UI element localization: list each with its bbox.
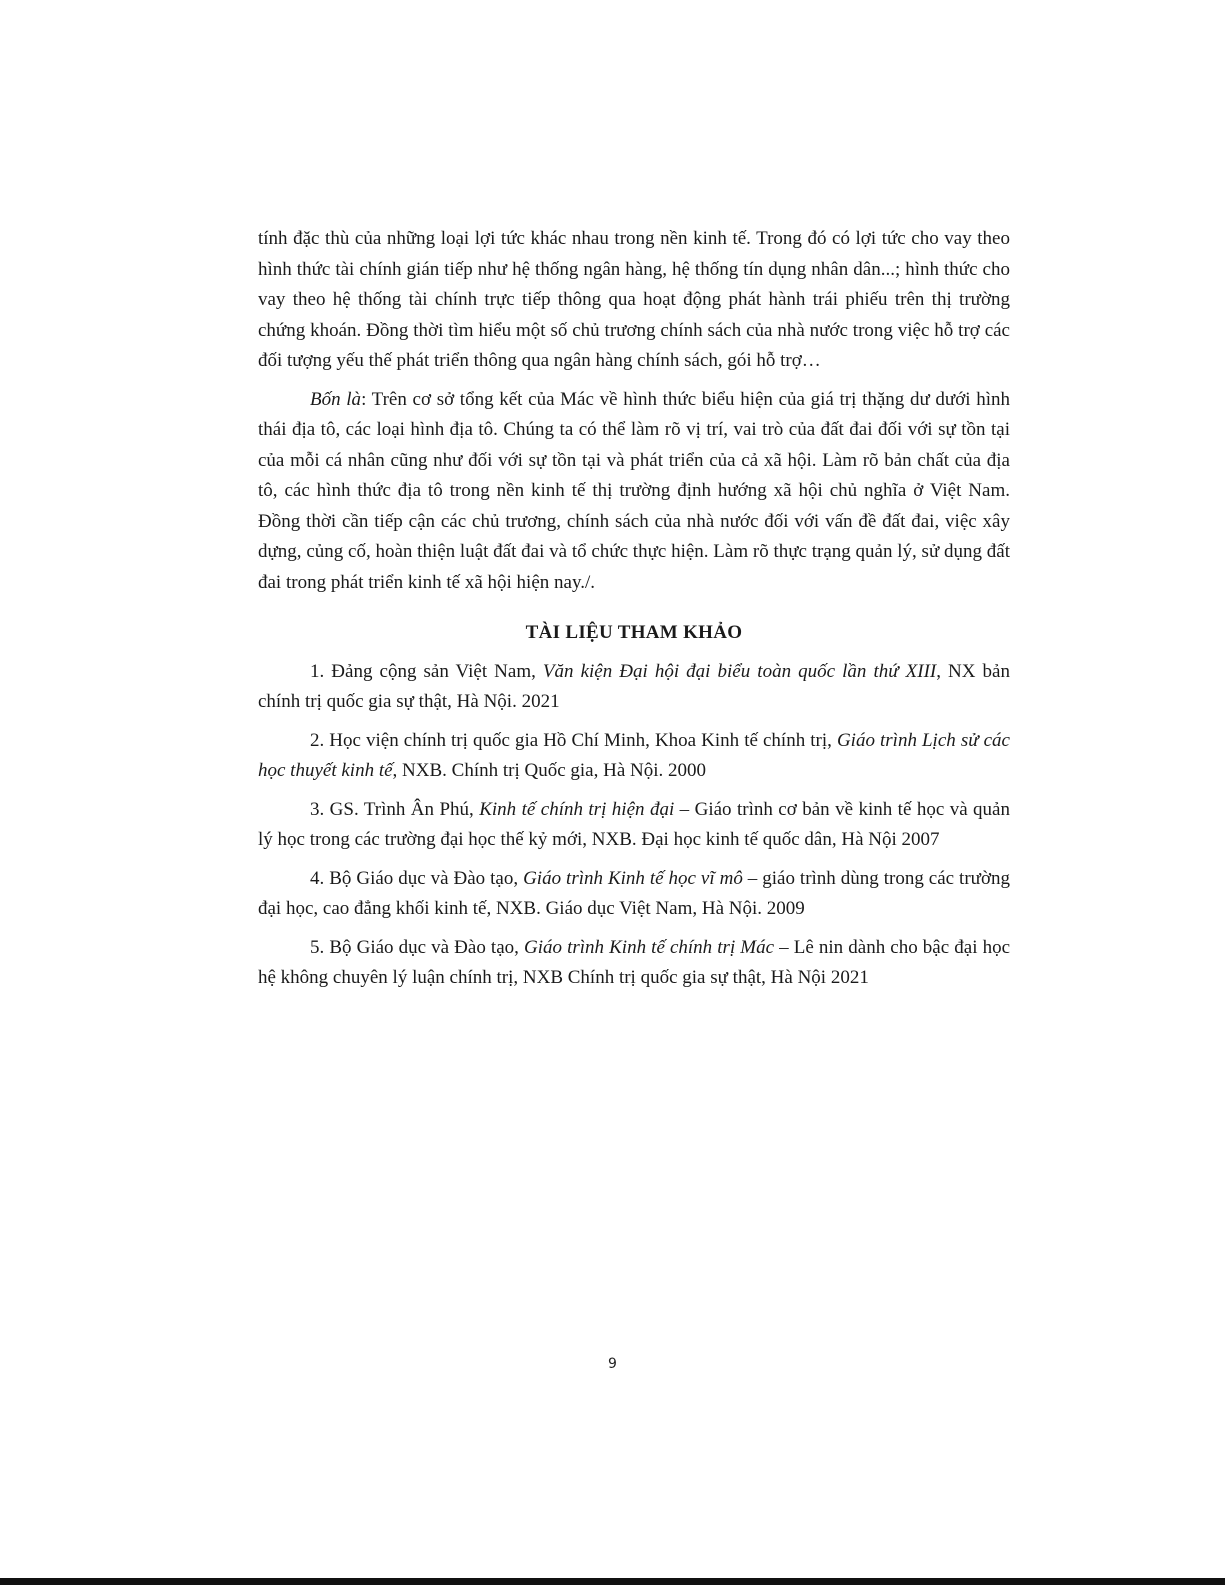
reference-title: Giáo trình Kinh tế học vĩ mô [523,867,743,889]
paragraph-text: : Trên cơ sở tổng kết của Mác về hình thức biểu hiện của giá trị thặng dư dưới hình thái địa tô, các loại hình địa tô. Chúng ta có thể làm rõ vị trí, vai trò của đất đai đối với sự tồn tại của mỗi cá nhân cũng như đối với sự tồn tại và phát triển của cả xã hội. Làm rõ bản chất của địa tô, các hình thức địa tô trong nền kinh tế thị trường định hướng xã hội chủ nghĩa ở Việt Nam. Đồng thời cần tiếp cận các chủ trương, chính sách của nhà nước đối với vấn đề đất đai, việc xây dựng, củng cố, hoàn thiện luật đất đai và tổ chức thực hiện. Làm rõ thực trạng quản lý, sử dụng đất đai trong phát triển kinh tế xã hội hiện nay./. [258,388,1010,593]
page-number: 9 [608,1356,617,1372]
reference-title: Văn kiện Đại hội đại biểu toàn quốc lần thứ XIII [542,660,937,682]
reference-suffix: – Giáo trình cơ bản về kinh tế học và quản lý học trong các trường đại học thế kỷ mới, NXB. Đại học kinh tế quốc dân, Hà Nội 2007 [258,798,1010,850]
reference-item [258,726,1010,787]
reference-suffix: – Lê nin dành cho bậc đại học hệ không chuyên lý luận chính trị, NXB Chính trị quốc gia sự thật, Hà Nội 2021 [258,936,1010,988]
reference-prefix: 2. Học viện chính trị quốc gia Hồ Chí Minh, Khoa Kinh tế chính trị, [310,729,837,751]
reference-item [258,933,1010,994]
reference-prefix: 1. Đảng cộng sản Việt Nam, [310,660,543,682]
bottom-border [0,1578,1225,1585]
paragraph-lead-italic: Bốn là [310,388,362,410]
reference-suffix: , NXB. Chính trị Quốc gia, Hà Nội. 2000 [392,760,707,781]
reference-suffix: , NX bản chính trị quốc gia sự thật, Hà Nội. 2021 [258,660,1010,712]
reference-suffix: – giáo trình dùng trong các trường đại học, cao đẳng khối kinh tế, NXB. Giáo dục Việt Nam, Hà Nội. 2009 [258,867,1011,919]
reference-item [258,864,1010,925]
reference-item [258,657,1010,718]
reference-title: Kinh tế chính trị hiện đại [479,798,675,820]
paragraph-continued: tính đặc thù của những loại lợi tức khác nhau trong nền kinh tế. Trong đó có lợi tức cho vay theo hình thức tài chính gián tiếp như hệ thống ngân hàng, hệ thống tín dụng nhân dân...; hình thức cho vay theo hệ thống tài chính trực tiếp thông qua hoạt động phát hành trái phiếu trên thị trường chứng khoán. Đồng thời tìm hiểu một số chủ trương chính sách của nhà nước trong việc hỗ trợ các đối tượng yếu thế phát triển thông qua ngân hàng chính sách, gói hỗ trợ… [258,228,1010,371]
reference-prefix: 3. GS. Trình Ân Phú, [310,798,480,820]
references-heading: TÀI LIỆU THAM KHẢO [525,622,743,643]
reference-title: Giáo trình Kinh tế chính trị Mác [523,936,775,958]
paragraph-bon-la [258,385,1010,599]
reference-title: Giáo trình Lịch sử các học thuyết kinh tế [258,729,1010,781]
reference-prefix: 4. Bộ Giáo dục và Đào tạo, [310,867,524,889]
page-body [258,224,1010,994]
reference-prefix: 5. Bộ Giáo dục và Đào tạo, [310,936,524,958]
reference-item [258,795,1010,856]
